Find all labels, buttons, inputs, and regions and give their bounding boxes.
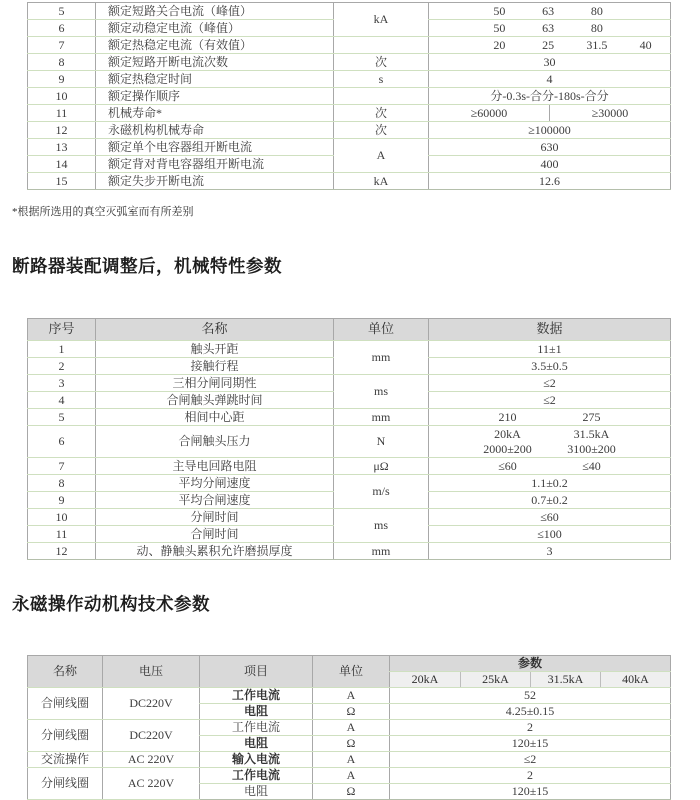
row-number: 5 [28, 409, 96, 426]
table-row [28, 341, 671, 358]
value-cell: 3.5±0.5 [429, 358, 671, 375]
table-row [28, 71, 671, 88]
table-row [28, 409, 671, 426]
value-cell: ≤2 [429, 375, 671, 392]
row-number: 13 [28, 139, 96, 156]
table-row [28, 3, 671, 20]
sub-header-40ka: 40kA [601, 672, 671, 688]
unit-cell: Ω [313, 784, 390, 800]
header-row [28, 319, 671, 341]
row-number: 12 [28, 543, 96, 560]
value-cell: 52 [390, 688, 671, 704]
col-header-no: 序号 [28, 319, 96, 341]
value-cell: ≤100 [429, 526, 671, 543]
table-row [28, 105, 671, 122]
value-cell: 1.1±0.2 [429, 475, 671, 492]
value-cell: 4 [429, 71, 671, 88]
footnote: *根据所选用的真空灭弧室而有所差别 [12, 206, 194, 218]
param-name: 分闸时间 [96, 509, 334, 526]
value-cell: 120±15 [390, 736, 671, 752]
row-number: 11 [28, 526, 96, 543]
value-cell: ≤60 [429, 509, 671, 526]
value-cell: 2 [390, 768, 671, 784]
param-name: 额定背对背电容器组开断电流 [96, 156, 334, 173]
voltage-cell: AC 220V [103, 752, 200, 768]
value-cell: 30 [429, 54, 671, 71]
row-number: 1 [28, 341, 96, 358]
col-header-voltage: 电压 [103, 656, 200, 688]
unit-cell: μΩ [334, 458, 429, 475]
param-name: 机械寿命* [96, 105, 334, 122]
value-cell: 20 25 31.5 40 [429, 37, 671, 54]
param-name: 额定短路开断电流次数 [96, 54, 334, 71]
value-cell: ≤2 [390, 752, 671, 768]
param-name: 额定热稳定时间 [96, 71, 334, 88]
param-name: 平均分闸速度 [96, 475, 334, 492]
param-name: 合闸触头压力 [96, 426, 334, 458]
unit-cell: 次 [334, 105, 429, 122]
table-row [28, 37, 671, 54]
row-number: 6 [28, 426, 96, 458]
table-row [28, 543, 671, 560]
item-cell: 工作电流 [200, 720, 313, 736]
row-number: 9 [28, 492, 96, 509]
row-number: 2 [28, 358, 96, 375]
row-number: 8 [28, 54, 96, 71]
table-row [28, 768, 671, 784]
rated-parameters-table [27, 2, 671, 190]
param-name: 相间中心距 [96, 409, 334, 426]
param-name: 额定短路关合电流（峰值） [96, 3, 334, 20]
unit-cell: A [334, 139, 429, 173]
table-row [28, 173, 671, 190]
param-name: 主导电回路电阻 [96, 458, 334, 475]
table-row [28, 509, 671, 526]
value-cell: 2 [390, 720, 671, 736]
param-name: 额定操作顺序 [96, 88, 334, 105]
param-name: 平均合闸速度 [96, 492, 334, 509]
col-header-data: 数据 [429, 319, 671, 341]
unit-cell: mm [334, 543, 429, 560]
value-cell: 20kA 31.5kA 2000±200 3100±200 [429, 426, 671, 458]
unit-cell: kA [334, 3, 429, 37]
param-name: 动、静触头累积允许磨损厚度 [96, 543, 334, 560]
table-row [28, 475, 671, 492]
value-cell: ≤60 ≤40 [429, 458, 671, 475]
value-cell: 分-0.3s-合分-180s-合分 [429, 88, 671, 105]
mechanical-parameters-table [27, 318, 671, 560]
sub-header-25ka: 25kA [461, 672, 531, 688]
row-number: 3 [28, 375, 96, 392]
sub-header-20ka: 20kA [390, 672, 461, 688]
table-row [28, 122, 671, 139]
coil-name: 分闸线圈 [28, 768, 103, 800]
param-name: 永磁机构机械寿命 [96, 122, 334, 139]
unit-cell [334, 88, 429, 105]
row-number: 15 [28, 173, 96, 190]
row-number: 4 [28, 392, 96, 409]
table-row [28, 752, 671, 768]
section-title-magnet-actuator: 永磁操作动机构技术参数 [12, 594, 210, 614]
col-header-unit: 单位 [334, 319, 429, 341]
item-cell: 电阻 [200, 736, 313, 752]
table-row [28, 426, 671, 458]
value-cell [429, 105, 671, 122]
section-title-mechanical: 断路器装配调整后，机械特性参数 [12, 256, 282, 276]
col-header-name: 名称 [96, 319, 334, 341]
unit-cell: A [313, 688, 390, 704]
unit-cell: A [313, 720, 390, 736]
param-name: 接触行程 [96, 358, 334, 375]
header-row [28, 656, 671, 672]
table-row [28, 54, 671, 71]
unit-cell [334, 37, 429, 54]
item-cell: 工作电流 [200, 688, 313, 704]
col-header-name: 名称 [28, 656, 103, 688]
row-number: 9 [28, 71, 96, 88]
param-name: 合闸时间 [96, 526, 334, 543]
value-cell: 12.6 [429, 173, 671, 190]
value-cell: 630 [429, 139, 671, 156]
sub-header-31-5ka: 31.5kA [531, 672, 601, 688]
param-name: 三相分闸同期性 [96, 375, 334, 392]
unit-cell: s [334, 71, 429, 88]
value-right: ≥30000 [549, 105, 670, 121]
param-name: 额定单个电容器组开断电流 [96, 139, 334, 156]
value-cell: 50 63 80 [429, 3, 671, 20]
item-cell: 工作电流 [200, 768, 313, 784]
unit-cell: Ω [313, 736, 390, 752]
row-number: 12 [28, 122, 96, 139]
value-cell: 0.7±0.2 [429, 492, 671, 509]
row-number: 7 [28, 37, 96, 54]
unit-cell: kA [334, 173, 429, 190]
value-cell: ≥100000 [429, 122, 671, 139]
table-row [28, 458, 671, 475]
col-header-unit: 单位 [313, 656, 390, 688]
unit-cell: ms [334, 375, 429, 409]
coil-name: 分闸线圈 [28, 720, 103, 752]
value-cell: 11±1 [429, 341, 671, 358]
value-cell: 120±15 [390, 784, 671, 800]
voltage-cell: DC220V [103, 720, 200, 752]
value-cell: 50 63 80 [429, 20, 671, 37]
value-cell: 210 275 [429, 409, 671, 426]
param-name: 额定失步开断电流 [96, 173, 334, 190]
unit-cell: A [313, 768, 390, 784]
value-cell: ≤2 [429, 392, 671, 409]
row-number: 10 [28, 509, 96, 526]
row-number: 5 [28, 3, 96, 20]
col-header-param: 参数 [390, 656, 671, 672]
row-number: 14 [28, 156, 96, 173]
param-name: 额定热稳定电流（有效值） [96, 37, 334, 54]
voltage-cell: AC 220V [103, 768, 200, 800]
unit-cell: mm [334, 409, 429, 426]
table-row [28, 88, 671, 105]
unit-cell: m/s [334, 475, 429, 509]
param-name: 合闸触头弹跳时间 [96, 392, 334, 409]
value-cell: 400 [429, 156, 671, 173]
param-name: 额定动稳定电流（峰值） [96, 20, 334, 37]
value-cell: 3 [429, 543, 671, 560]
col-header-item: 项目 [200, 656, 313, 688]
unit-cell: A [313, 752, 390, 768]
magnet-actuator-table [27, 655, 671, 800]
row-number: 10 [28, 88, 96, 105]
table-row [28, 139, 671, 156]
row-number: 7 [28, 458, 96, 475]
coil-name: 合闸线圈 [28, 688, 103, 720]
unit-cell: Ω [313, 704, 390, 720]
unit-cell: 次 [334, 122, 429, 139]
item-cell: 输入电流 [200, 752, 313, 768]
unit-cell: N [334, 426, 429, 458]
table-row [28, 375, 671, 392]
item-cell: 电阻 [200, 784, 313, 800]
table-row [28, 720, 671, 736]
table-row [28, 688, 671, 704]
row-number: 11 [28, 105, 96, 122]
unit-cell: 次 [334, 54, 429, 71]
unit-cell: ms [334, 509, 429, 543]
param-name: 触头开距 [96, 341, 334, 358]
value-left: ≥60000 [470, 106, 508, 120]
row-number: 8 [28, 475, 96, 492]
coil-name: 交流操作 [28, 752, 103, 768]
row-number: 6 [28, 20, 96, 37]
value-cell: 4.25±0.15 [390, 704, 671, 720]
unit-cell: mm [334, 341, 429, 375]
item-cell: 电阻 [200, 704, 313, 720]
voltage-cell: DC220V [103, 688, 200, 720]
